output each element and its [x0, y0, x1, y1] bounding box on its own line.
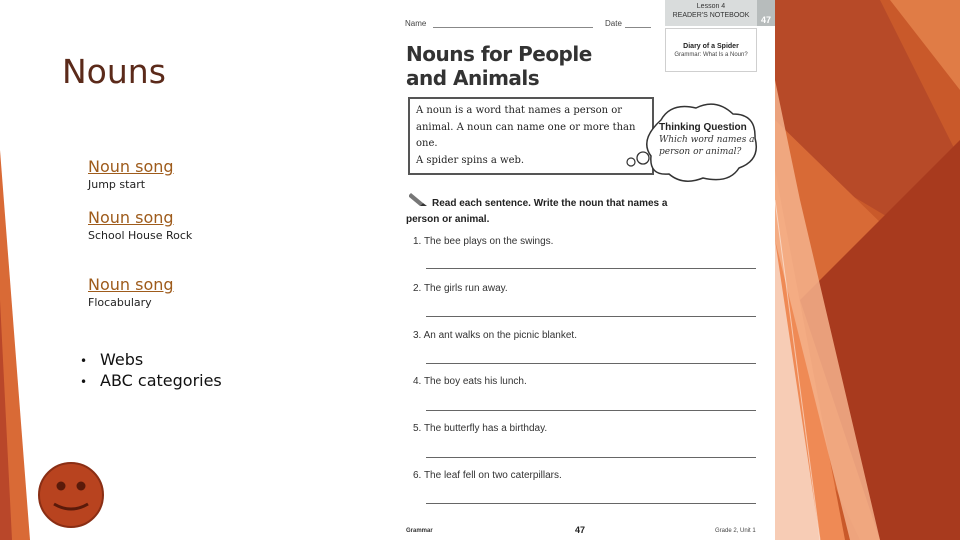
sentence-1: 1. The bee plays on the swings. [413, 236, 554, 247]
slide-title: Nouns [62, 52, 166, 91]
name-label: Name [405, 19, 427, 28]
answer-line-6 [426, 503, 756, 504]
lesson-tab: Lesson 4 READER'S NOTEBOOK [665, 0, 757, 26]
worksheet-image [393, 0, 775, 540]
thinking-question: Thinking Question Which word names a person or animal? [659, 122, 755, 157]
sentence-2: 2. The girls run away. [413, 283, 508, 294]
answer-line-4 [426, 410, 756, 411]
worksheet-title: Nouns for People and Animals [406, 42, 592, 90]
noun-song-link-flocabulary[interactable]: Noun song [88, 275, 174, 294]
sentence-5: 5. The butterfly has a birthday. [413, 423, 548, 434]
footer-page-number: 47 [575, 525, 586, 535]
bullet-item: • ABC categories [80, 371, 222, 390]
answer-line-5 [426, 457, 756, 458]
date-label: Date [605, 19, 622, 28]
page-corner-number: 47 [757, 0, 775, 26]
sentence-4: 4. The boy eats his lunch. [413, 376, 527, 387]
name-line [433, 27, 593, 28]
link-caption-flocabulary: Flocabulary [88, 296, 152, 309]
smiley-face-icon [36, 460, 106, 530]
definition-box: A noun is a word that names a person or animal. A noun can name one or more than one. A spider spins a web. [408, 97, 654, 175]
link-caption-school-house-rock: School House Rock [88, 229, 193, 242]
footer-left: Grammar [406, 528, 433, 534]
link-caption-jump-start: Jump start [88, 178, 146, 191]
sentence-3: 3. An ant walks on the picnic blanket. [413, 330, 577, 341]
noun-song-link-school-house-rock[interactable]: Noun song [88, 208, 174, 227]
answer-line-1 [426, 268, 756, 269]
instructions: Read each sentence. Write the noun that names a person or animal. [406, 198, 668, 225]
answer-line-2 [426, 316, 756, 317]
sentence-6: 6. The leaf fell on two caterpillars. [413, 470, 562, 481]
date-line [625, 27, 651, 28]
bullet-list [80, 349, 222, 391]
footer-right: Grade 2, Unit 1 [715, 528, 756, 534]
answer-line-3 [426, 363, 756, 364]
bullet-item: • Webs [80, 350, 144, 369]
story-info-box: Diary of a Spider Grammar: What Is a Noun? [665, 28, 757, 72]
noun-song-link-jump-start[interactable]: Noun song [88, 157, 174, 176]
